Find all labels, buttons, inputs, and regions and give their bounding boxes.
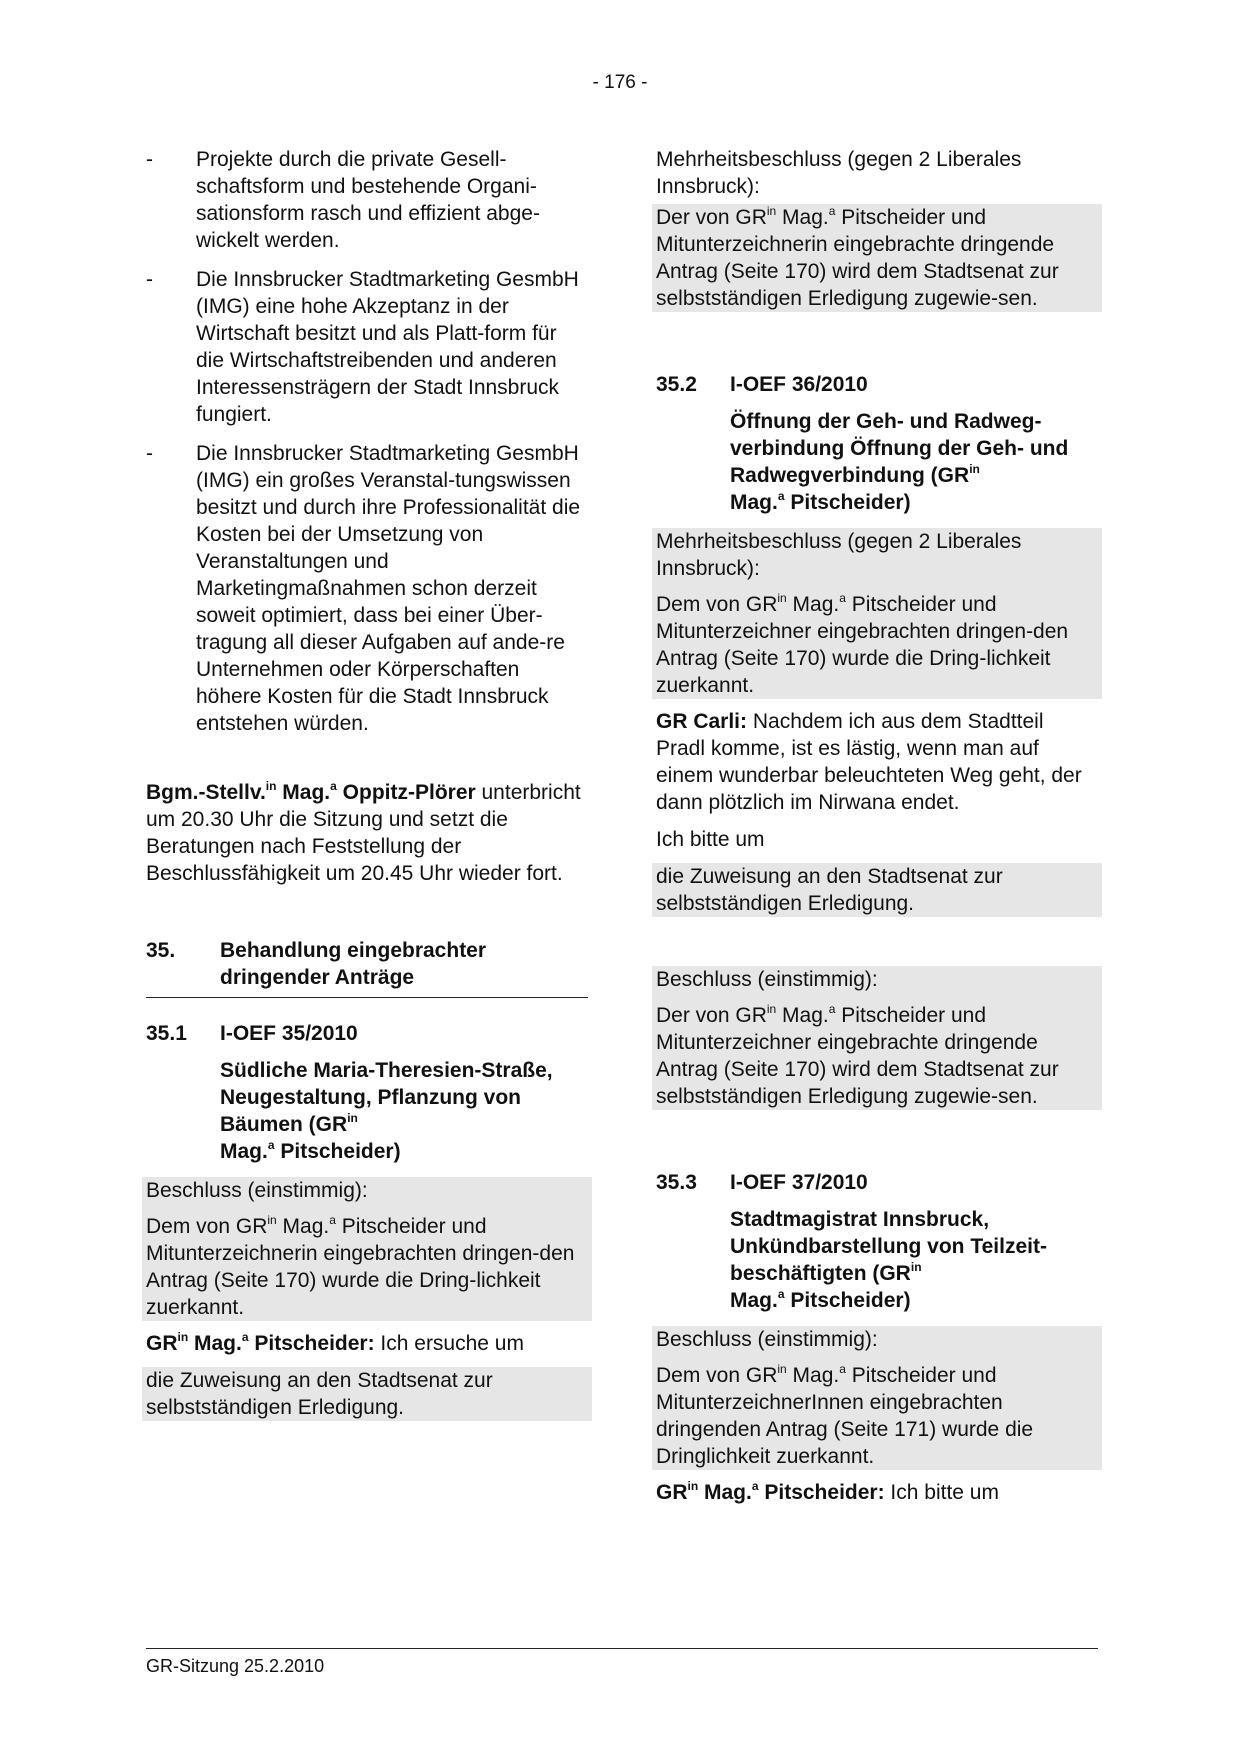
- speaker-name: $GR^{in}$ Mag.$^a$ Pitscheider:: [146, 1330, 375, 1355]
- interruption-paragraph: [146, 779, 588, 887]
- interruption-text: unterbricht um 20.30 Uhr die Sitzung und setzt die Beratungen nach Feststellung der Beschlussfähigkeit um 20.45 Uhr wieder fort.: [146, 781, 581, 885]
- list-item: [146, 440, 588, 737]
- result-text: Der von $GR^{in}$ Mag.$^a$ Pitscheider und Mitunterzeichnerin eingebrachte dringende Antrag (Seite 170) wird dem Stadtsenat zur selbstständigen Erledigung zugewie-sen.: [656, 204, 1059, 310]
- decision-box: [652, 1326, 1102, 1470]
- speech-text: Nachdem ich aus dem Stadtteil Pradl komme, ist es lästig, wenn man auf einem wunderbar beleuchteten Weg geht, der dann plötzlich im Nirwana endet.: [656, 710, 1082, 814]
- speech-text: Ich ersuche um: [374, 1332, 524, 1355]
- section-number: 35.: [146, 939, 176, 962]
- speaker-name: GR Carli:: [656, 710, 748, 733]
- ask-text: Ich bitte um: [656, 828, 765, 851]
- right-column: [656, 146, 1098, 1516]
- decision-label: Beschluss (einstimmig):: [656, 1328, 878, 1351]
- decision-text: Dem von $GR^{in}$ Mag.$^a$ Pitscheider und Mitunterzeichner eingebrachten dringen-den Antrag (Seite 170) wurde die Dring-lichkeit zuerkannt.: [656, 591, 1069, 697]
- request-box: [652, 863, 1102, 917]
- decision-box: [142, 1177, 592, 1321]
- item-heading-35-2: [656, 371, 1098, 398]
- bullet-text: Die Innsbrucker Stadtmarketing GesmbH (IMG) eine hohe Akzeptanz in der Wirtschaft besitzt und als Platt-form für die Wirtschaftstreibenden und anderen Interessensträgern der Stadt Innsbruck fungiert.: [196, 268, 579, 426]
- item-heading-35-1: [146, 1020, 588, 1047]
- result-label: Mehrheitsbeschluss (gegen 2 Liberales Innsbruck):: [656, 148, 1022, 198]
- bullet-dash: -: [146, 148, 153, 171]
- speaker-name: Bgm.-Stellv.$^{in}$ Mag.$^a$ Oppitz-Plörer: [146, 779, 476, 804]
- bullet-text: Die Innsbrucker Stadtmarketing GesmbH (IMG) ein großes Veranstal-tungswissen besitzt und durch ihre Professionalität die Kosten bei der Umsetzung von Veranstaltungen und Marketingmaßnahmen schon derzeit soweit optimiert, dass bei einer Über-tragung all dieser Aufgaben auf ande-re Unternehmen oder Körperschaften höhere Kosten für die Stadt Innsbruck entstehen würden.: [196, 442, 581, 735]
- bullet-dash: -: [146, 268, 153, 291]
- request-text: die Zuweisung an den Stadtsenat zur selbstständigen Erledigung.: [146, 1369, 493, 1419]
- footer-text: GR-Sitzung 25.2.2010: [146, 1656, 325, 1676]
- section-heading-35: [146, 937, 588, 998]
- decision-box: [652, 528, 1102, 699]
- speaker-paragraph: [656, 708, 1098, 816]
- speaker-paragraph: [656, 1479, 1098, 1506]
- decision-text: Dem von $GR^{in}$ Mag.$^a$ Pitscheider und MitunterzeichnerInnen eingebrachten dringenden Antrag (Seite 171) wurde die Dringlichkeit zuerkannt.: [656, 1362, 1034, 1468]
- item-title-35-1: Südliche Maria-Theresien-Straße, Neugestaltung, Pflanzung von Bäumen ($GR^{in}$ Mag.$^a$ Pitscheider): [220, 1059, 553, 1163]
- item-title-35-2: Öffnung der Geh- und Radweg-verbindung Öffnung der Geh- und Radwegverbindung ($GR^{in}$ Mag.$^a$ Pitscheider): [730, 410, 1069, 514]
- speaker-paragraph: [146, 1330, 588, 1357]
- left-column: [146, 146, 588, 1430]
- decision-label: Mehrheitsbeschluss (gegen 2 Liberales Innsbruck):: [656, 530, 1022, 580]
- bullet-text: Projekte durch die private Gesell-schaftsform und bestehende Organi-sationsform rasch und effizient abge-wickelt werden.: [196, 148, 540, 252]
- item-heading-35-3: [656, 1169, 1098, 1196]
- speech-text: Ich bitte um: [884, 1481, 999, 1504]
- list-item: [146, 146, 588, 254]
- page-number: - 176 -: [592, 72, 648, 93]
- request-text: die Zuweisung an den Stadtsenat zur selbstständigen Erledigung.: [656, 865, 1003, 915]
- speaker-name: $GR^{in}$ Mag.$^a$ Pitscheider:: [656, 1479, 885, 1504]
- result-box: [652, 204, 1102, 312]
- item-code: I-OEF 35/2010: [220, 1022, 358, 1045]
- section-title: Behandlung eingebrachter dringender Anträge: [220, 939, 487, 989]
- request-box: [142, 1367, 592, 1421]
- item-code: I-OEF 36/2010: [730, 373, 868, 396]
- item-code: I-OEF 37/2010: [730, 1171, 868, 1194]
- result-box: [652, 966, 1102, 1110]
- list-item: [146, 266, 588, 428]
- item-number: 35.3: [656, 1171, 697, 1194]
- result-text: Der von $GR^{in}$ Mag.$^a$ Pitscheider und Mitunterzeichner eingebrachte dringende Antrag (Seite 170) wird dem Stadtsenat zur selbstständigen Erledigung zugewie-sen.: [656, 1002, 1059, 1108]
- decision-text: Dem von $GR^{in}$ Mag.$^a$ Pitscheider und Mitunterzeichnerin eingebrachten dringen-den Antrag (Seite 170) wurde die Dring-lichkeit zuerkannt.: [146, 1213, 575, 1319]
- item-title-35-3: Stadtmagistrat Innsbruck, Unkündbarstellung von Teilzeit-beschäftigten ($GR^{in}$ Mag.$^a$ Pitscheider): [730, 1208, 1047, 1312]
- item-number: 35.2: [656, 373, 697, 396]
- result-label: Beschluss (einstimmig):: [656, 968, 878, 991]
- bullet-dash: -: [146, 442, 153, 465]
- decision-label: Beschluss (einstimmig):: [146, 1179, 368, 1202]
- footer-divider: [146, 1648, 1098, 1649]
- item-number: 35.1: [146, 1022, 187, 1045]
